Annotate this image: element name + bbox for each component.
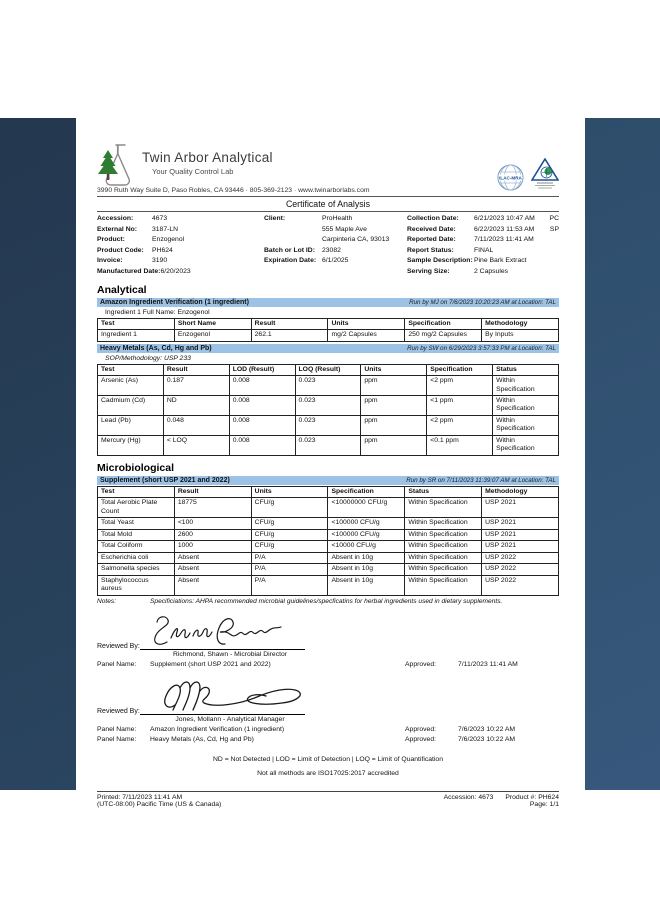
footer-product: Product #: PH624	[505, 793, 559, 801]
printed-timestamp: Printed: 7/11/2023 11:41 AM	[97, 793, 183, 801]
info-row	[407, 214, 559, 225]
table-cell: < LOQ	[163, 435, 229, 455]
info-label	[264, 225, 322, 236]
table-cell: Staphylococcus aureus	[98, 575, 175, 595]
panel-value: Supplement (short USP 2021 and 2022)	[150, 660, 271, 668]
table-cell: P/A	[251, 552, 328, 563]
table-cell: 2600	[174, 529, 251, 540]
ingredient-fullname-note: Ingredient 1 Full Name: Enzogenol	[105, 308, 210, 316]
table-row	[98, 415, 559, 435]
table-cell: 0.023	[295, 415, 361, 435]
table-cell: ppm	[361, 435, 427, 455]
brand-block	[142, 150, 273, 176]
table-cell: <2 ppm	[427, 376, 493, 396]
table-cell: Ingredient 1	[98, 330, 175, 341]
column-header: Methodology	[482, 486, 559, 497]
table-cell: Within Specification	[405, 498, 482, 518]
table-cell: 250 mg/2 Capsules	[405, 330, 482, 341]
info-value: Enzogenol	[152, 236, 185, 244]
panel-approval-rows	[97, 661, 559, 668]
info-row	[407, 225, 559, 236]
table-cell: Within Specification	[405, 552, 482, 563]
panel-value: Amazon Ingredient Verification (1 ingredient)	[150, 725, 285, 733]
info-row	[264, 235, 407, 246]
table-cell: Total Coliform	[98, 541, 175, 552]
info-row	[264, 246, 407, 257]
table-cell: Cadmium (Cd)	[98, 395, 164, 415]
table-row	[98, 376, 559, 396]
panel-title: Amazon Ingredient Verification (1 ingredient)	[100, 298, 249, 306]
info-row	[97, 267, 264, 278]
reviewed-by-label: Reviewed By:	[97, 642, 140, 650]
table-cell: P/A	[251, 575, 328, 595]
table-cell: 0.023	[295, 376, 361, 396]
table-cell: 0.048	[163, 415, 229, 435]
brand-name: Twin Arbor Analytical	[142, 150, 273, 165]
table-cell: Within Specification	[493, 395, 559, 415]
info-row	[264, 256, 407, 267]
table-cell: Within Specification	[405, 518, 482, 529]
appr-value: 7/11/2023 11:41 AM	[458, 660, 518, 668]
info-value: 3187-LN	[152, 225, 179, 233]
heavy-metals-table	[97, 364, 559, 456]
column-header: Result	[174, 486, 251, 497]
panel-approval-rows	[97, 726, 559, 743]
ilac-mra-logo-icon	[497, 164, 524, 191]
table-cell: <1 ppm	[427, 395, 493, 415]
table-cell: ppm	[361, 376, 427, 396]
info-row	[97, 235, 264, 246]
info-label: Client:	[264, 215, 286, 222]
abbreviation-legend: ND = Not Detected | LOD = Limit of Detection | LOQ = Limit of Quantification	[212, 755, 443, 763]
info-value: 555 Maple Ave	[322, 225, 367, 233]
info-value: ProHealth	[322, 215, 353, 222]
table-cell: 0.187	[163, 376, 229, 396]
table-cell: USP 2022	[482, 564, 559, 575]
table-cell: Within Specification	[405, 529, 482, 540]
column-header: Status	[405, 486, 482, 497]
table-cell: <10000000 CFU/g	[328, 498, 405, 518]
column-header: Test	[98, 486, 175, 497]
info-label: External No:	[97, 225, 138, 233]
table-cell: Within Specification	[493, 435, 559, 455]
column-header: LOD (Result)	[229, 364, 295, 375]
info-label	[264, 235, 322, 246]
table-cell: 0.023	[295, 395, 361, 415]
svg-text:ILAC-MRA: ILAC-MRA	[499, 175, 522, 181]
table-cell: Salmonella species	[98, 564, 175, 575]
info-label: Serving Size:	[407, 267, 450, 275]
info-label: Product Code:	[97, 246, 144, 254]
column-header: Test	[98, 318, 175, 329]
info-label: Accession:	[97, 215, 134, 222]
table-cell: Within Specification	[405, 564, 482, 575]
table-cell: 0.023	[295, 435, 361, 455]
panel-label: Panel Name:	[97, 735, 137, 743]
table-cell: Absent	[174, 564, 251, 575]
info-value: 6/21/2023 10:47 AM	[474, 215, 535, 222]
table-row	[98, 518, 559, 529]
table-row	[98, 552, 559, 563]
table-cell: Absent	[174, 575, 251, 595]
certificate-document	[97, 142, 559, 808]
column-header: Result	[163, 364, 229, 375]
info-value: 6/22/2023 11:53 AM	[474, 225, 535, 233]
microbiological-table	[97, 486, 559, 596]
panel-band-amazon-verification	[97, 298, 559, 307]
table-cell: Total Mold	[98, 529, 175, 540]
table-header-row	[98, 486, 559, 497]
table-cell: Within Specification	[405, 575, 482, 595]
column-header: Result	[251, 318, 328, 329]
column-header: Specification	[405, 318, 482, 329]
panel-label: Panel Name:	[97, 660, 137, 668]
column-header: Specification	[328, 486, 405, 497]
reviewer-name-title: Jones, Mollann - Analytical Manager	[175, 715, 285, 723]
table-row	[98, 564, 559, 575]
table-row	[98, 541, 559, 552]
pjla-logo-icon	[531, 158, 559, 191]
column-header: Specification	[427, 364, 493, 375]
notes-label: Notes:	[97, 597, 117, 605]
table-cell: USP 2021	[482, 529, 559, 540]
table-cell: Total Aerobic Plate Count	[98, 498, 175, 518]
table-cell: Absent	[174, 552, 251, 563]
info-value: Pine Bark Extract	[474, 257, 527, 265]
table-cell: <100	[174, 518, 251, 529]
column-header: Status	[493, 364, 559, 375]
info-label: Product:	[97, 236, 125, 244]
info-value: 6/20/2023	[160, 267, 191, 275]
footer-left	[97, 794, 221, 808]
info-value: 2 Capsules	[474, 267, 509, 275]
info-row	[97, 214, 264, 225]
panel-band-heavy-metals	[97, 344, 559, 353]
right-border-panel	[585, 118, 660, 790]
table-row	[98, 529, 559, 540]
info-label: Sample Description:	[407, 257, 473, 265]
appr-label: Approved:	[405, 725, 436, 733]
table-cell: Escherichia coli	[98, 552, 175, 563]
table-cell: USP 2021	[482, 541, 559, 552]
column-header: Methodology	[482, 318, 559, 329]
panel-label: Panel Name:	[97, 725, 137, 733]
column-header: Units	[251, 486, 328, 497]
column-header: Short Name	[174, 318, 251, 329]
info-label: Report Status:	[407, 246, 454, 254]
table-row	[98, 435, 559, 455]
panel-approval-row	[97, 661, 559, 668]
table-cell: 1000	[174, 541, 251, 552]
info-row	[407, 267, 559, 278]
signature-block-richmond	[97, 614, 559, 668]
table-header-row	[98, 318, 559, 329]
table-cell: Enzogenol	[174, 330, 251, 341]
signature-block-jones	[97, 677, 559, 743]
table-row	[98, 575, 559, 595]
sample-info-block	[97, 211, 559, 278]
info-value: 3190	[152, 257, 168, 265]
page-number: Page: 1/1	[529, 800, 559, 808]
panel-title: Supplement (short USP 2021 and 2022)	[100, 476, 230, 484]
panel-band-supplement	[97, 476, 559, 485]
panel-approval-row	[97, 736, 559, 743]
section-heading-analytical: Analytical	[97, 283, 147, 296]
timezone: (UTC-08:00) Pacific Time (US & Canada)	[97, 800, 222, 808]
table-cell: Lead (Pb)	[98, 415, 164, 435]
panel-runby: Run by SW on 6/29/2023 3:57:33 PM at Location: TAL	[407, 344, 556, 352]
table-cell: Absent in 10g	[328, 552, 405, 563]
panel-title: Heavy Metals (As, Cd, Hg and Pb)	[100, 344, 212, 352]
results-table	[97, 318, 559, 342]
info-row	[264, 214, 407, 225]
info-label: Collection Date:	[407, 215, 459, 222]
table-cell: P/A	[251, 564, 328, 575]
table-cell: 0.008	[229, 415, 295, 435]
table-cell: CFU/g	[251, 529, 328, 540]
reviewer-name-title: Richmond, Shawn - Microbial Director	[172, 650, 288, 658]
table-row	[98, 498, 559, 518]
panel-approval-row	[97, 726, 559, 733]
table-row	[98, 395, 559, 415]
section-heading-microbiological: Microbiological	[97, 461, 175, 474]
results-table	[97, 364, 559, 456]
info-tag: PC	[549, 215, 559, 222]
table-cell: By Inputs	[482, 330, 559, 341]
pine-tree-shape	[98, 150, 118, 174]
notes-row	[97, 598, 559, 605]
accreditation-logos	[497, 158, 559, 191]
info-value: 7/11/2023 11:41 AM	[474, 236, 534, 244]
results-table	[97, 486, 559, 596]
table-cell: Within Specification	[493, 376, 559, 396]
info-label: Expiration Date:	[264, 257, 317, 265]
table-cell: ND	[163, 395, 229, 415]
tree-flask-logo-icon	[97, 142, 137, 189]
table-cell: CFU/g	[251, 498, 328, 518]
table-cell: mg/2 Capsules	[328, 330, 405, 341]
appr-value: 7/6/2023 10:22 AM	[458, 725, 516, 733]
lab-address: 3990 Ruth Way Suite D, Paso Robles, CA 93446 · 805-369-2123 · www.twinarborlabs.com	[97, 187, 559, 197]
table-cell: 0.008	[229, 395, 295, 415]
table-cell: Mercury (Hg)	[98, 435, 164, 455]
table-cell: ppm	[361, 395, 427, 415]
document-header	[97, 142, 559, 191]
info-row	[407, 235, 559, 246]
table-cell: <0.1 ppm	[427, 435, 493, 455]
table-cell: 262.1	[251, 330, 328, 341]
table-cell: USP 2021	[482, 518, 559, 529]
info-value: FINAL	[474, 246, 494, 254]
table-header-row	[98, 364, 559, 375]
info-label: Received Date:	[407, 225, 456, 233]
footer-right	[434, 794, 559, 808]
info-value: 23082	[322, 246, 341, 254]
info-value: 4673	[152, 215, 168, 222]
table-cell: USP 2022	[482, 575, 559, 595]
table-row	[98, 330, 559, 341]
table-cell: ppm	[361, 415, 427, 435]
column-header: Units	[361, 364, 427, 375]
table-cell: <2 ppm	[427, 415, 493, 435]
table-cell: <10000 CFU/g	[328, 541, 405, 552]
info-value: Carpinteria CA, 93013	[322, 236, 390, 244]
info-tag: SP	[549, 225, 559, 233]
table-cell: USP 2022	[482, 552, 559, 563]
table-cell: USP 2021	[482, 498, 559, 518]
footer-accession: Accession: 4673	[443, 793, 494, 801]
table-cell: <100000 CFU/g	[328, 518, 405, 529]
info-label: Invoice:	[97, 257, 123, 265]
info-value: PH624	[152, 246, 173, 254]
info-column-client	[264, 214, 407, 278]
info-row	[407, 256, 559, 267]
table-cell: Within Specification	[405, 541, 482, 552]
panel-runby: Run by SR on 7/11/2023 11:39:07 AM at Location: TAL	[406, 476, 556, 484]
table-cell: Total Yeast	[98, 518, 175, 529]
brand-tagline: Your Quality Control Lab	[152, 167, 234, 176]
appr-value: 7/6/2023 10:22 AM	[458, 735, 516, 743]
info-label: Reported Date:	[407, 236, 456, 244]
column-header: Units	[328, 318, 405, 329]
signature-richmond-icon	[145, 614, 295, 650]
info-row	[97, 246, 264, 257]
info-row	[264, 225, 407, 236]
table-cell: 0.008	[229, 376, 295, 396]
table-cell: CFU/g	[251, 541, 328, 552]
column-header: Test	[98, 364, 164, 375]
appr-label: Approved:	[405, 660, 436, 668]
info-row	[97, 256, 264, 267]
table-cell: 0.008	[229, 435, 295, 455]
info-label: Batch or Lot ID:	[264, 246, 315, 254]
amazon-verification-table	[97, 318, 559, 342]
signature-jones-icon	[145, 677, 320, 715]
reviewed-by-label: Reviewed By:	[97, 707, 140, 715]
page-footer	[97, 791, 559, 808]
footer-ids	[434, 794, 559, 801]
info-column-dates	[407, 214, 559, 278]
table-cell: Within Specification	[493, 415, 559, 435]
table-cell: Arsenic (As)	[98, 376, 164, 396]
appr-label: Approved:	[405, 735, 436, 743]
table-cell: Absent in 10g	[328, 564, 405, 575]
info-column-product	[97, 214, 264, 278]
panel-value: Heavy Metals (As, Cd, Hg and Pb)	[150, 735, 254, 743]
table-cell: <100000 CFU/g	[328, 529, 405, 540]
panel-runby: Run by MJ on 7/6/2023 10:20:23 AM at Location: TAL	[409, 298, 556, 306]
column-header: LOQ (Result)	[295, 364, 361, 375]
info-row	[97, 225, 264, 236]
iso-disclaimer: Not all methods are ISO17025:2017 accredited	[257, 769, 399, 777]
left-border-panel	[0, 118, 76, 790]
notes-text: Specificiations: AHPA recommended microbial guidelines/specficatins for herbal ingredients used in dietary supplements.	[150, 597, 503, 605]
info-label: Manufactured Date:	[97, 267, 161, 275]
certificate-title: Certificate of Analysis	[285, 199, 371, 209]
table-cell: 18775	[174, 498, 251, 518]
info-row	[407, 246, 559, 257]
info-value: 6/1/2025	[322, 257, 349, 265]
sop-methodology-note: SOP/Methodology: USP 233	[105, 354, 191, 362]
table-cell: Absent in 10g	[328, 575, 405, 595]
table-cell: CFU/g	[251, 518, 328, 529]
